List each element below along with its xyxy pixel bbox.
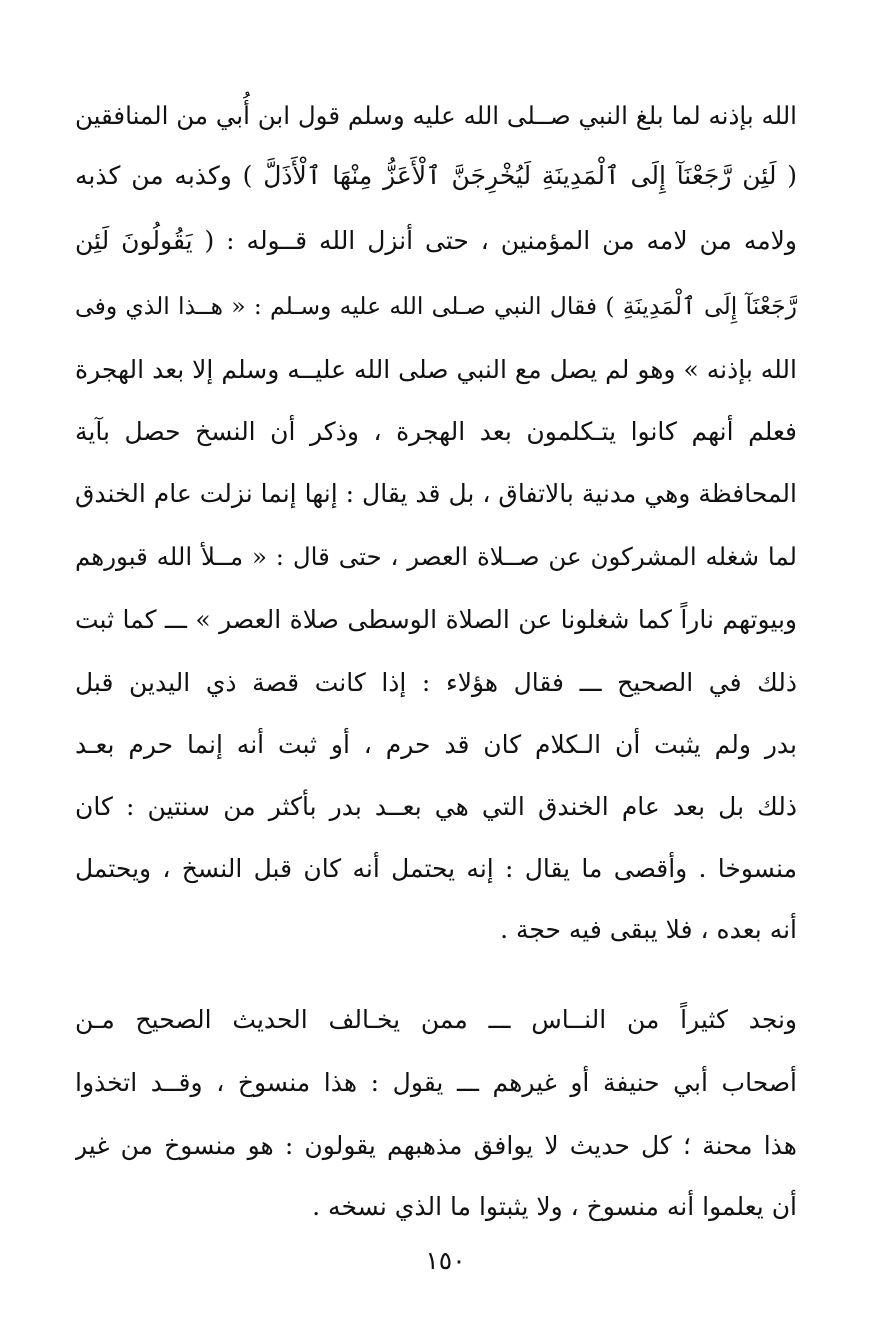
- text-line-with-quran-quote: رَّجَعْنَآ إِلَى ٱلْمَدِينَةِ ) فقال النبي صـلى الله عليه وسـلم : « هــذا الذي وفى: [75, 292, 797, 320]
- text-line: الله بإذنه » وهو لم يصل مع النبي صلى الله عليــه وسلم إلا بعد الهجرة: [75, 355, 797, 384]
- page-number: ١٥٠: [425, 1246, 466, 1275]
- text-line: ذلك بل بعد عام الخندق التي هي بعــد بدر بأكثر من سنتين : كان: [75, 792, 797, 821]
- text-line: ولامه من لامه من المؤمنين ، حتى أنزل الله قــوله : ( يَقُولُونَ لَئِن: [75, 226, 797, 255]
- text-line: هذا محنة ؛ كل حديث لا يوافق مذهبهم يقولون : هو منسوخ من غير: [75, 1131, 797, 1160]
- text-line: ونجد كثيراً من النــاس ـــ ممن يخـالف الحديث الصحيح مـن: [75, 1005, 797, 1034]
- text-line-with-quran-quote: ( لَئِن رَّجَعْنَآ إِلَى ٱلْمَدِينَةِ لَيُخْرِجَنَّ ٱلْأَعَزُّ مِنْهَا ٱلْأَذَلَّ ) وكذبه من كذبه: [75, 161, 797, 190]
- text-line-last: أنه بعده ، فلا يبقى فيه حجة .: [500, 915, 797, 944]
- text-line: ذلك في الصحيح ـــ فقال هؤلاء : إذا كانت قصة ذي اليدين قبل: [75, 668, 797, 697]
- text-line: منسوخا . وأقصى ما يقال : إنه يحتمل أنه كان قبل النسخ ، ويحتمل: [75, 854, 797, 883]
- text-line: الله بإذنه لما بلغ النبي صــلى الله عليه وسلم قول ابن أُبي من المنافقين: [75, 101, 797, 130]
- text-line: المحافظة وهي مدنية بالاتفاق ، بل قد يقال : إنها إنما نزلت عام الخندق: [75, 479, 797, 508]
- text-line: أصحاب أبي حنيفة أو غيرهم ـــ يقول : هذا منسوخ ، وقــد اتخذوا: [75, 1068, 797, 1097]
- text-line-last: أن يعلموا أنه منسوخ ، ولا يثبتوا ما الذي نسخه .: [312, 1192, 797, 1221]
- text-line: وبيوتهم ناراً كما شغلونا عن الصلاة الوسطى صلاة العصر » ـــ كما ثبت: [75, 605, 797, 634]
- text-line: بدر ولم يثبت أن الـكلام كان قد حرم ، أو ثبت أنه إنما حرم بعـد: [75, 730, 797, 759]
- text-line: لما شغله المشركون عن صــلاة العصر ، حتى قال : « مــلأ الله قبورهم: [75, 542, 797, 571]
- text-line: فعلم أنهم كانوا يتـكلمون بعد الهجرة ، وذكر أن النسخ حصل بآية: [75, 417, 797, 446]
